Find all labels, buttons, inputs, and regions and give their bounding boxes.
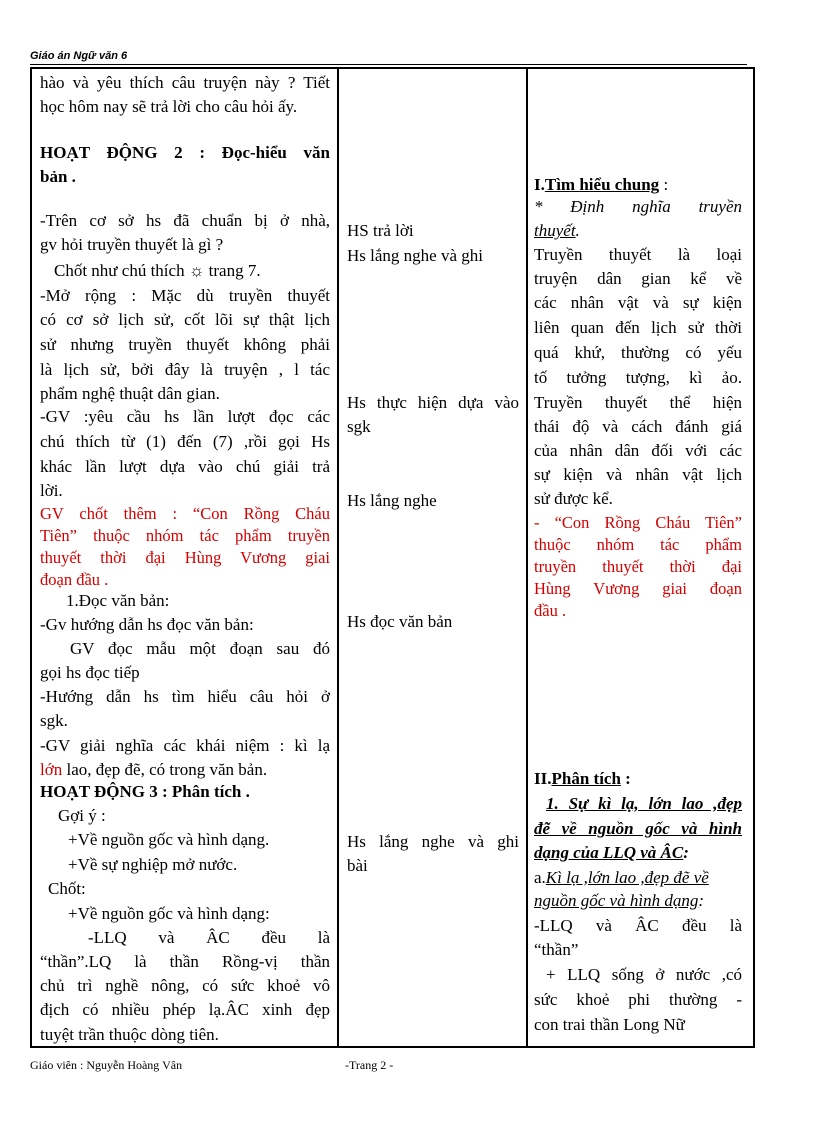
teacher-activity-column: [31, 68, 338, 1047]
gloss-line: [40, 758, 267, 782]
intro-line: học hôm nay sẽ trả lời cho câu hỏi ấy.: [40, 97, 298, 116]
reading-line: -Gv hướng dẫn hs đọc văn bản:: [40, 615, 254, 634]
expand-line: -Mở rộng : Mặc dù truyền thuyết: [40, 286, 330, 305]
activity-2-heading: bản .: [40, 167, 76, 186]
subsection-a-line: [534, 889, 704, 913]
page-header: Giáo án Ngữ văn 6: [30, 50, 128, 62]
analysis-line: -LLQ và ÂC đều là: [534, 916, 742, 935]
student-response: bài: [347, 856, 368, 875]
analysis-line: sức khoẻ phi thường -: [534, 990, 742, 1009]
definition-line: tố tưởng tượng, kì ảo.: [534, 368, 742, 387]
analysis-line: + LLQ sống ở nước ,có: [546, 965, 742, 984]
content-column: [527, 68, 754, 1047]
conclusion-item: “thần”.LQ là thần Rồng-vị thần: [40, 952, 330, 971]
subsection-1-line: [534, 817, 742, 841]
subsection-1-line: [546, 792, 742, 816]
definition-word: thuyết: [534, 221, 576, 240]
reading-line: gọi hs đọc tiếp: [40, 663, 140, 682]
student-response: sgk: [347, 417, 371, 436]
section-1-title: Tìm hiểu chung: [544, 175, 660, 194]
student-response: Hs thực hiện dựa vào: [347, 393, 519, 412]
gv-line: -GV :yêu cầu hs lần lượt đọc các: [40, 407, 330, 426]
subsection-a-text: nguồn gốc và hình dạng: [534, 891, 699, 910]
gloss-line: -GV giải nghĩa các khái niệm : kì lạ: [40, 736, 330, 755]
header-rule: [30, 64, 747, 65]
definition-line: Truyền thuyết là loại: [534, 245, 742, 264]
conclusion-item: +Về nguồn gốc và hình dạng:: [68, 904, 270, 923]
gv-line: lời.: [40, 481, 63, 500]
definition-line: truyện dân gian kể về: [534, 269, 742, 288]
student-response: Hs lắng nghe và ghi: [347, 246, 483, 265]
red-note-line: Tiên” thuộc nhóm tác phẩm truyền: [40, 526, 330, 545]
red-note-line: truyền thuyết thời đại: [534, 557, 742, 576]
expand-line: sử nhưng truyền thuyết không phải: [40, 335, 330, 354]
hint-item: +Về sự nghiệp mở nước.: [68, 855, 238, 874]
reading-heading: 1.Đọc văn bản:: [66, 591, 170, 610]
expand-line: là lịch sử, bởi đây là truyện , l tác: [40, 360, 330, 379]
activity-2-heading: HOẠT ĐỘNG 2 : Đọc-hiểu văn: [40, 143, 330, 162]
subsection-1-text: 1. Sự kì lạ, lớn lao ,đẹp: [546, 794, 742, 813]
student-response: HS trả lời: [347, 221, 414, 240]
conclusion-line: Chốt như chú thích ☼ trang 7.: [54, 261, 261, 280]
subsection-1-line: [534, 841, 689, 865]
definition-heading: [534, 195, 742, 219]
definition-heading: [534, 219, 580, 243]
gloss-rest: lao, đẹp đẽ, có trong văn bản.: [62, 760, 268, 779]
gv-line: chú thích từ (1) đến (7) ,rồi gọi Hs: [40, 432, 330, 451]
subsection-a-colon: :: [698, 891, 704, 910]
section-2-colon: :: [620, 769, 631, 788]
conclusion-item: -LLQ và ÂC đều là: [88, 928, 330, 947]
expand-line: có cơ sở lịch sử, cốt lõi sự thật lịch: [40, 310, 330, 329]
definition-line: sử được kể.: [534, 489, 613, 508]
red-note-line: đầu .: [534, 601, 567, 620]
definition-line: các nhân vật và sự kiện: [534, 293, 742, 312]
student-response: Hs lắng nghe: [347, 491, 437, 510]
subsection-1-text: đẽ về nguồn gốc và hình: [534, 819, 742, 838]
definition-heading-text: * Định nghĩa truyền: [534, 197, 742, 216]
conclusion-item: địch có nhiều phép lạ.ÂC xinh đẹp: [40, 1000, 330, 1019]
definition-line: Truyền thuyết thể hiện: [534, 393, 742, 412]
reading-line: GV đọc mẫu một đoạn sau đó: [70, 639, 330, 658]
subsection-1-colon: :: [683, 843, 689, 862]
definition-line: quá khứ, thường có yếu: [534, 343, 742, 362]
section-1-number: I.: [534, 175, 545, 194]
red-note-line: đoạn đầu .: [40, 570, 109, 589]
section-2-title: Phân tích: [551, 769, 621, 788]
activity-3-heading: HOẠT ĐỘNG 3 : Phân tích .: [40, 782, 250, 801]
lesson-table: [30, 67, 755, 1048]
intro-line: hào và yêu thích câu truyện này ? Tiết: [40, 73, 330, 92]
section-1-colon: :: [659, 175, 669, 194]
student-response: Hs lắng nghe và ghi: [347, 832, 519, 851]
red-note-line: thuộc nhóm tác phẩm: [534, 535, 742, 554]
student-response: Hs đọc văn bản: [347, 612, 453, 631]
hint-item: +Về nguồn gốc và hình dạng.: [68, 830, 270, 849]
red-note-line: Hùng Vương giai đoạn: [534, 579, 742, 598]
analysis-line: con trai thần Long Nữ: [534, 1015, 685, 1034]
student-activity-column: [338, 68, 527, 1047]
subsection-a-line: [534, 866, 709, 890]
reading-line: sgk.: [40, 711, 68, 730]
section-1-heading: [534, 173, 668, 197]
question-line: gv hỏi truyền thuyết là gì ?: [40, 235, 224, 254]
footer-page-number: -Trang 2 -: [345, 1058, 394, 1072]
footer-teacher: Giáo viên : Nguyễn Hoàng Vân: [30, 1058, 183, 1072]
conclusion-item: chủ trì nghề nông, có sức khoẻ vô: [40, 976, 330, 995]
section-2-number: II.: [534, 769, 552, 788]
red-note-line: GV chốt thêm : “Con Rồng Cháu: [40, 504, 330, 523]
hint-label: Gợi ý :: [58, 806, 106, 825]
definition-line: liên quan đến lịch sử thời: [534, 318, 742, 337]
subsection-a-text: Kì lạ ,lớn lao ,đẹp đẽ về: [545, 868, 709, 887]
expand-line: phẩm nghệ thuật dân gian.: [40, 384, 220, 403]
subsection-1-text: dạng của LLQ và ÂC: [534, 843, 684, 862]
gv-line: khác lần lượt dựa vào chú giải trả: [40, 457, 330, 476]
reading-line: -Hướng dẫn hs tìm hiểu câu hỏi ở: [40, 687, 330, 706]
section-2-heading: [534, 767, 631, 791]
definition-line: của nhân dân đối với các: [534, 441, 742, 460]
conclusion-item: tuyệt trần thuộc dòng tiên.: [40, 1025, 219, 1044]
definition-line: thái độ và cách đánh giá: [534, 417, 742, 436]
definition-dot: .: [575, 221, 580, 240]
gloss-red-word: lớn: [40, 760, 63, 779]
definition-line: sự kiện và nhân vật lịch: [534, 465, 742, 484]
analysis-line: “thần”: [534, 940, 579, 959]
conclusion-label: Chốt:: [48, 879, 86, 898]
question-line: -Trên cơ sở hs đã chuẩn bị ở nhà,: [40, 211, 330, 230]
red-note-line: thuyết thời đại Hùng Vương giai: [40, 548, 330, 567]
subsection-a-label: a.: [534, 868, 546, 887]
red-note-line: - “Con Rồng Cháu Tiên”: [534, 513, 742, 532]
